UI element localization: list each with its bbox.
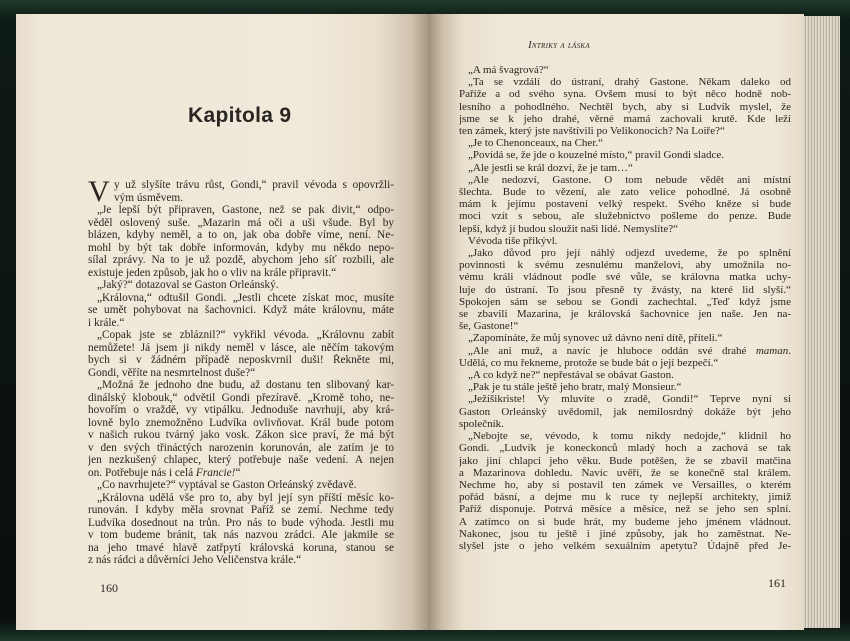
text-segment: „Jako důvod pro její náhlý odjezd uvedeme, že po splnění [468,247,791,260]
text-segment: . [788,344,791,357]
text-line [88,517,394,530]
text-segment: Gondi. „Ludvík je koneckonců mladý hoch a zachová se tak [459,442,791,455]
text-line [88,467,394,480]
text-line [88,242,394,255]
running-head-text: Intriky a láska [528,40,590,51]
paragraph [88,179,394,204]
text-line [459,455,791,467]
text-segment: dinálský klobouk,“ odvětil Gondi přezíravě. „Kromě toho, ne- [88,391,394,404]
page-number-right: 161 [768,576,786,590]
text-segment: „Královna udělá vše pro to, aby byl její syn příští měsíc ko- [97,491,394,504]
text-line [459,284,791,296]
text-segment: y už slyšíte trávu růst, Gondi,“ pravil vévoda s opovržli- [114,179,394,191]
text-segment: „Ale ani muž, a navíc je hluboce oddán své drahé [468,344,756,357]
text-line [459,162,791,174]
text-line [459,430,791,442]
text-segment: se zbavili Mazarina, je královská šachovnice jen naše. Jen na- [459,308,791,321]
paragraph [459,162,791,174]
text-segment: Paříže a od svého syna. Ovšem musí to být něco hodně nob- [459,88,791,101]
paragraph [459,332,791,344]
text-line [88,292,394,305]
text-line [459,113,791,125]
paragraph [459,64,791,76]
text-segment: ten zámek, který jste navštívili po Velikonocích? Na Loiře?“ [459,125,725,138]
text-line [88,379,394,392]
text-line [459,479,791,491]
text-line [88,417,394,430]
chapter-title: Kapitola 9 [188,104,292,127]
right-page-body [459,64,791,552]
paragraph [88,479,394,492]
text-line [88,317,394,330]
text-segment: „Ježíšikriste! Vy mluvíte o zradě, Gondi!“ Teprve nyní si [468,393,791,406]
text-line [459,259,791,271]
text-segment: „Je to Chenonceaux, na Cher.“ [468,137,604,150]
text-segment: lesního a pohodlného. Nechtěl bych, aby si Ludvík myslel, že [459,100,791,113]
text-segment: „Je lepší být připraven, Gastone, než se pak divit,“ odpo- [97,204,394,216]
text-line [459,406,791,418]
text-segment: „A co když ne?“ nepřestával se obávat Gaston. [468,369,674,382]
text-line [459,418,791,430]
text-segment: luje do ústraní. To jsou přesně ty žvásty, na které lid slyší.“ [459,283,791,296]
text-segment: z nás rádci a důvěrníci Jeho Veličenstva krále.“ [88,554,302,566]
paragraph [459,381,791,393]
text-segment: se umět pohybovat na šachovnici. Když máte královnu, máte [88,304,394,316]
text-segment: lepší, když jí budou sloužit naši lidé. Nemyslíte?“ [459,222,679,235]
text-line [459,137,791,149]
text-segment: on. Potřebuje nás i celá [88,466,196,479]
text-segment: bych si v žádném případě neposkvrnil duši! Řekněte mi, [88,354,394,366]
text-line [459,174,791,186]
text-line [459,125,791,137]
text-segment: společník. [459,417,504,430]
text-line [88,392,394,405]
text-line [88,429,394,442]
text-segment: „Copak jste se zbláznil?“ vykřikl vévoda. „Královnu zabít [97,329,394,341]
text-line [88,229,394,242]
text-segment: věděl oslovený suše. „Mazarin má oči a uši všude. Byl by [88,216,394,229]
paragraph [459,149,791,161]
text-line [459,320,791,332]
text-line [88,354,394,367]
text-segment: jako jiní chlapci jeho věku. Bude potěšen, že se zbavil matčina [459,454,791,467]
paragraph [88,379,394,479]
paragraph [459,247,791,332]
text-segment: jen nezkušený chlapec, který potřebuje naše vedení. A nejen [88,454,394,466]
text-line [459,491,791,503]
text-segment: „Pak je tu stále ještě jeho bratr, malý Monsieur.“ [468,381,682,394]
paragraph [459,137,791,149]
text-segment: mám k jejímu postavení velký respekt. Svého kněze si bude [459,198,791,211]
text-line [459,528,791,540]
text-line [459,308,791,320]
text-segment: v den svých třináctých narozenin korunován, ale zatím je to [88,441,394,454]
text-segment: „Ta se vzdálí do ústraní, drahý Gastone. Někam daleko od [468,76,791,89]
text-segment: v tom budeme bránit, tak nás nazvou zrádci. Ale jakmile se [88,529,394,541]
text-segment: “ [235,466,241,479]
page-number-left: 160 [100,581,118,595]
text-segment: „Ale nedozví, Gastone. O tom nebude vědět ani místní [468,173,791,186]
text-segment: moci vzít s sebou, ale služebnictvo pošleme do penze. Bude [459,210,791,223]
text-line [459,393,791,405]
text-segment: A zatímco on si bude hrát, my budeme jeho jménem vládnout. [459,515,791,528]
text-line [459,503,791,515]
text-line [459,467,791,479]
text-line [459,332,791,344]
text-line [459,345,791,357]
paragraph [88,204,394,279]
text-segment: i krále.“ [88,316,125,329]
text-segment: še, Gastone!“ [459,320,519,333]
text-segment: a Mazarinova dohledu. Navíc uvěří, že se konečně stal králem. [459,466,791,479]
text-segment: „A má švagrová?“ [468,64,549,76]
paragraph [88,492,394,567]
paragraph [459,345,791,369]
text-segment: mohl by být tak dobře informován, kdyby mu někdo nepo- [88,241,394,254]
text-segment: Nakonec, jsou tu ještě i jiné způsoby, jak ho zaměstnat. Ne- [459,527,791,540]
paragraph [459,76,791,137]
paragraph [459,235,791,247]
text-segment: nemůžete! Já jsem ji nikdy neměl v lásce, ale něčím takovým [88,341,394,354]
text-segment: šlechta. Bude to vězení, ale zato velice pohodlné. Já osobně [459,186,791,199]
text-segment: lovně bylo znemožněno Ludvíka ovlivňovat. Král bude potom [88,416,394,429]
text-segment: Spokojen sám se sebou se Gondi zachechtal. „Teď když jsme [459,295,791,308]
text-line [88,329,394,342]
text-line [88,529,394,542]
text-line [459,442,791,454]
text-segment: hovořím o vraždě, vy vtipálku. Jednoduše navrhuji, aby krá- [88,404,394,416]
paragraph [88,279,394,292]
text-segment: „Možná že jednoho dne budu, až dostanu ten slibovaný kar- [97,379,394,391]
text-line [88,504,394,517]
text-line [88,367,394,380]
text-line [459,76,791,88]
text-segment: pořád básní, a dejme mu k ruce ty nejlepší architekty, jimiž [459,491,791,504]
text-line [459,381,791,393]
text-segment: vému králi vládnout podle své vůle, se královna matka uchy- [459,271,791,284]
text-line [459,271,791,283]
text-line [88,279,394,292]
text-line [459,149,791,161]
paragraph [459,393,791,430]
paragraph [88,292,394,330]
text-line [88,404,394,417]
italic-text: Francie! [195,466,236,479]
text-line [459,516,791,528]
text-segment: sílal zprávy. Na to je už pozdě, abychom jeho síť rozbili, ale [88,254,394,266]
text-line [114,192,394,205]
text-line [88,479,394,492]
text-segment: „Povídá se, že jde o kouzelné místo,“ pravil Gondi sladce. [468,149,724,162]
text-segment: Vévoda tiše přikývl. [468,234,558,247]
text-segment: na jeho tmavé hlavě zatřpytí královská koruna, stanou se [88,541,394,554]
text-line [459,296,791,308]
running-head [459,40,659,51]
text-segment: existuje jeden způsob, jak ho o vliv na krále připravit.“ [88,266,337,279]
text-line [459,88,791,100]
page-edges [804,16,840,628]
text-line [88,217,394,230]
text-line [88,204,394,217]
text-line [88,542,394,555]
text-segment: v našich rukou tvárný jako vosk. Zákon sice praví, že má být [88,429,394,441]
text-segment: slyšel jste o jeho velkém sexuálním apetytu? Údajně před Je- [459,539,791,552]
text-segment: „Zapomínáte, že můj synovec už dávno není dítě, příteli.“ [468,332,723,345]
text-line [88,254,394,267]
text-segment: blázen, kdyby neměl, a to on, jak oba dobře víme, není. Ne- [88,229,394,241]
left-page-body [88,179,394,567]
paragraph [88,329,394,379]
text-segment: Udělá, co mu řekneme, protože se bude bát o její bezpečí.“ [459,356,719,369]
text-line [459,101,791,113]
text-line [88,267,394,280]
text-line [459,247,791,259]
text-line [459,186,791,198]
text-line [459,210,791,222]
text-line [459,369,791,381]
text-segment: runován. I kdyby měla srovnat Paříž se zemí. Nechme tedy [88,504,394,516]
paragraph [459,369,791,381]
text-line [459,540,791,552]
drop-cap: V [88,179,110,204]
italic-text: maman [755,344,789,357]
text-segment: „Královna,“ odtušil Gondi. „Jestli chcete získat moc, musíte [97,291,394,304]
text-line [88,492,394,505]
text-segment: Gondi, věříte na nesmrtelnost duše?“ [88,366,256,379]
text-segment: Nechme ho, aby si postavil ten zámek ve Versailles, o kterém [459,478,791,491]
text-line [459,198,791,210]
text-segment: vým úsměvem. [114,191,184,204]
text-line [459,357,791,369]
text-line [88,442,394,455]
text-segment: „Ale jestli se král dozví, že je tam…“ [468,161,633,174]
text-segment: Gaston Orleánský uvědomil, jak nemilosrdný dokáže být jeho [459,405,791,418]
text-line [88,304,394,317]
text-segment: Ludvíka dosednout na trůn. Pro nás to bude výhoda. Jestli mu [88,516,394,529]
text-segment: povinnosti k svému zesnulému manželovi, aby umožnila no- [459,259,791,272]
paragraph [459,430,791,552]
text-line [459,64,791,76]
text-line [459,223,791,235]
text-line [88,454,394,467]
text-segment: „Jaký?“ dotazoval se Gaston Orleánský. [97,279,279,291]
text-segment: „Co navrhujete?“ vyptával se Gaston Orleánský zvědavě. [97,479,357,491]
text-segment: „Nebojte se, vévodo, k tomu nikdy nedojde,“ klidnil ho [468,430,791,443]
text-line [114,179,394,192]
text-segment: Paříž disponuje. Potrvá měsíce a měsíce, než se jeho sen splní. [459,503,791,516]
text-segment: jsme se k jeho drahé, věrné mamá zachovali krutě. Kde leží [459,112,791,125]
paragraph [459,174,791,235]
text-line [88,554,394,567]
text-line [88,342,394,355]
text-line [459,235,791,247]
